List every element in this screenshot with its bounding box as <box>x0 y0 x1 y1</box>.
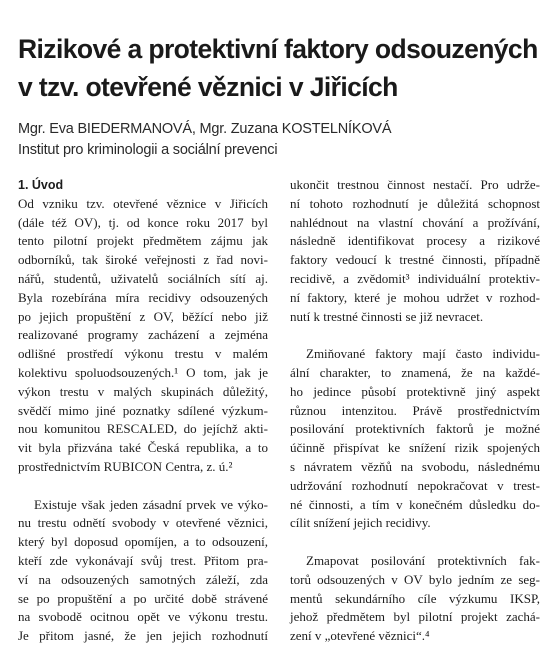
text-line: ho jedince působí protektivně jiný aspekt <box>290 383 540 399</box>
text-line: s návratem vězňů na svobodu, následnému <box>290 458 540 474</box>
paragraph <box>290 345 540 533</box>
text-column-right <box>290 176 540 646</box>
text-line: nutí k trestné činnosti se již nevracet. <box>290 308 484 324</box>
text-line: faktory vedoucí k trestné činnosti, případně <box>290 252 540 268</box>
text-line: svědčí mimo jiné poznatky sdílené výzkum- <box>18 402 268 418</box>
text-line: nou komunitou RESCALED, do jejíchž akti- <box>18 421 268 437</box>
text-line: výkon trestu v malých skupinách důležitý, <box>18 383 268 399</box>
paragraph-gap <box>18 477 268 496</box>
text-line: vit byla přizvána také Česká republika, a to <box>18 440 268 456</box>
text-line: odborníků, tak široké veřejnosti z řad novi- <box>18 252 268 268</box>
text-line: ví na odsouzených samotných záleží, zda <box>18 571 268 587</box>
text-line: ukončit trestnou činnost nestačí. Pro udrže- <box>290 177 540 192</box>
text-line: recidivě, a zvědomit³ individuální protektiv- <box>290 270 540 286</box>
text-line: po jejich propuštění z OV, běžící nebo již <box>18 308 268 324</box>
paragraph-gap <box>290 326 540 345</box>
text-line: prostřednictvím RUBICON Centra, z. ú.² <box>18 458 233 474</box>
text-line: nářů, studentů, uživatelů sociálních sítí aj. <box>18 270 268 286</box>
article-title <box>18 30 538 106</box>
text-line: ní faktory, které je mohou udržet v rozhod- <box>290 289 540 305</box>
text-line: Od vzniku tzv. otevřené věznice v Jiřicích <box>18 195 268 211</box>
text-line: cílit snížení jejich recidivy. <box>290 515 431 531</box>
paragraph-gap <box>290 533 540 552</box>
text-line: mentů sekundárního cíle výzkumu IKSP, <box>290 590 540 606</box>
text-line: odlišné prostředí výkonu trestu v malém <box>18 346 268 362</box>
text-line: jehož předmětem byl pilotní projekt zachá- <box>290 609 540 625</box>
text-line: kolektivu spoluodsouzených.¹ O tom, jak je <box>18 364 268 380</box>
paragraph <box>18 195 268 477</box>
text-line: né činnosti, a tím v konečném důsledku do- <box>290 496 540 512</box>
text-line: Zmapovat posilování protektivních fak- <box>306 552 540 568</box>
text-line: ní tohoto rozhodnutí je důležitá schopnost <box>290 195 540 211</box>
section-heading: 1. Úvod <box>18 178 64 192</box>
paragraph <box>290 176 540 326</box>
text-line: účinně přispívat ke snížení rizik spojených <box>290 440 540 456</box>
text-line: ální charakter, to znamená, že na každé- <box>290 364 540 380</box>
text-line: torů odsouzených v OV bylo jedním ze seg- <box>290 571 540 587</box>
paragraph <box>18 496 268 646</box>
text-line: (dále též OV), tj. od konce roku 2017 byl <box>18 214 268 230</box>
text-line: který byl doposud opomíjen, a to odsouzení, <box>18 534 268 550</box>
text-column-left <box>18 176 268 646</box>
institution-name: Institut pro kriminologii a sociální prevenci <box>18 142 278 158</box>
text-line: tento pilotní projekt předmětem zájmu jak <box>18 233 268 249</box>
title-line: Rizikové a protektivní faktory odsouzených <box>18 34 538 64</box>
text-line: různou intenzitou. Právě prostřednictvím <box>290 402 540 418</box>
text-line: se po propuštění a po určité době strávené <box>18 590 268 606</box>
text-line: nahlédnout na vlastní chování a prožívání, <box>290 214 540 230</box>
text-line: kteří zde vykonávají svůj trest. Přitom pra- <box>18 552 268 568</box>
text-line: realizované programy zacházení a zejména <box>18 327 268 343</box>
text-line: Byla rozebírána míra recidivy odsouzených <box>18 289 268 305</box>
text-line: na svobodě ocitnou opět ve výkonu trestu. <box>18 609 268 625</box>
text-line: Je přitom jasné, že jen jejich rozhodnutí <box>18 628 268 644</box>
text-line: zení v „otevřené věznici“.⁴ <box>290 628 430 644</box>
author-names: Mgr. Eva BIEDERMANOVÁ, Mgr. Zuzana KOSTELNÍKOVÁ <box>18 121 392 137</box>
text-line: udržování rozhodnutí nepokračovat v trest- <box>290 477 540 493</box>
title-line: v tzv. otevřené věznici v Jiřicích <box>18 72 398 102</box>
text-line: posilování protektivních faktorů je možné <box>290 421 540 437</box>
text-line: Existuje však jeden zásadní prvek ve výko- <box>34 496 268 512</box>
text-line: nu trestu odnětí svobody v otevřené věznici, <box>18 515 268 531</box>
text-line: Zmiňované faktory mají často individu- <box>306 346 540 362</box>
text-line: následně identifikovat procesy a rizikové <box>290 233 540 249</box>
paragraph <box>290 552 540 646</box>
author-block <box>18 119 391 161</box>
